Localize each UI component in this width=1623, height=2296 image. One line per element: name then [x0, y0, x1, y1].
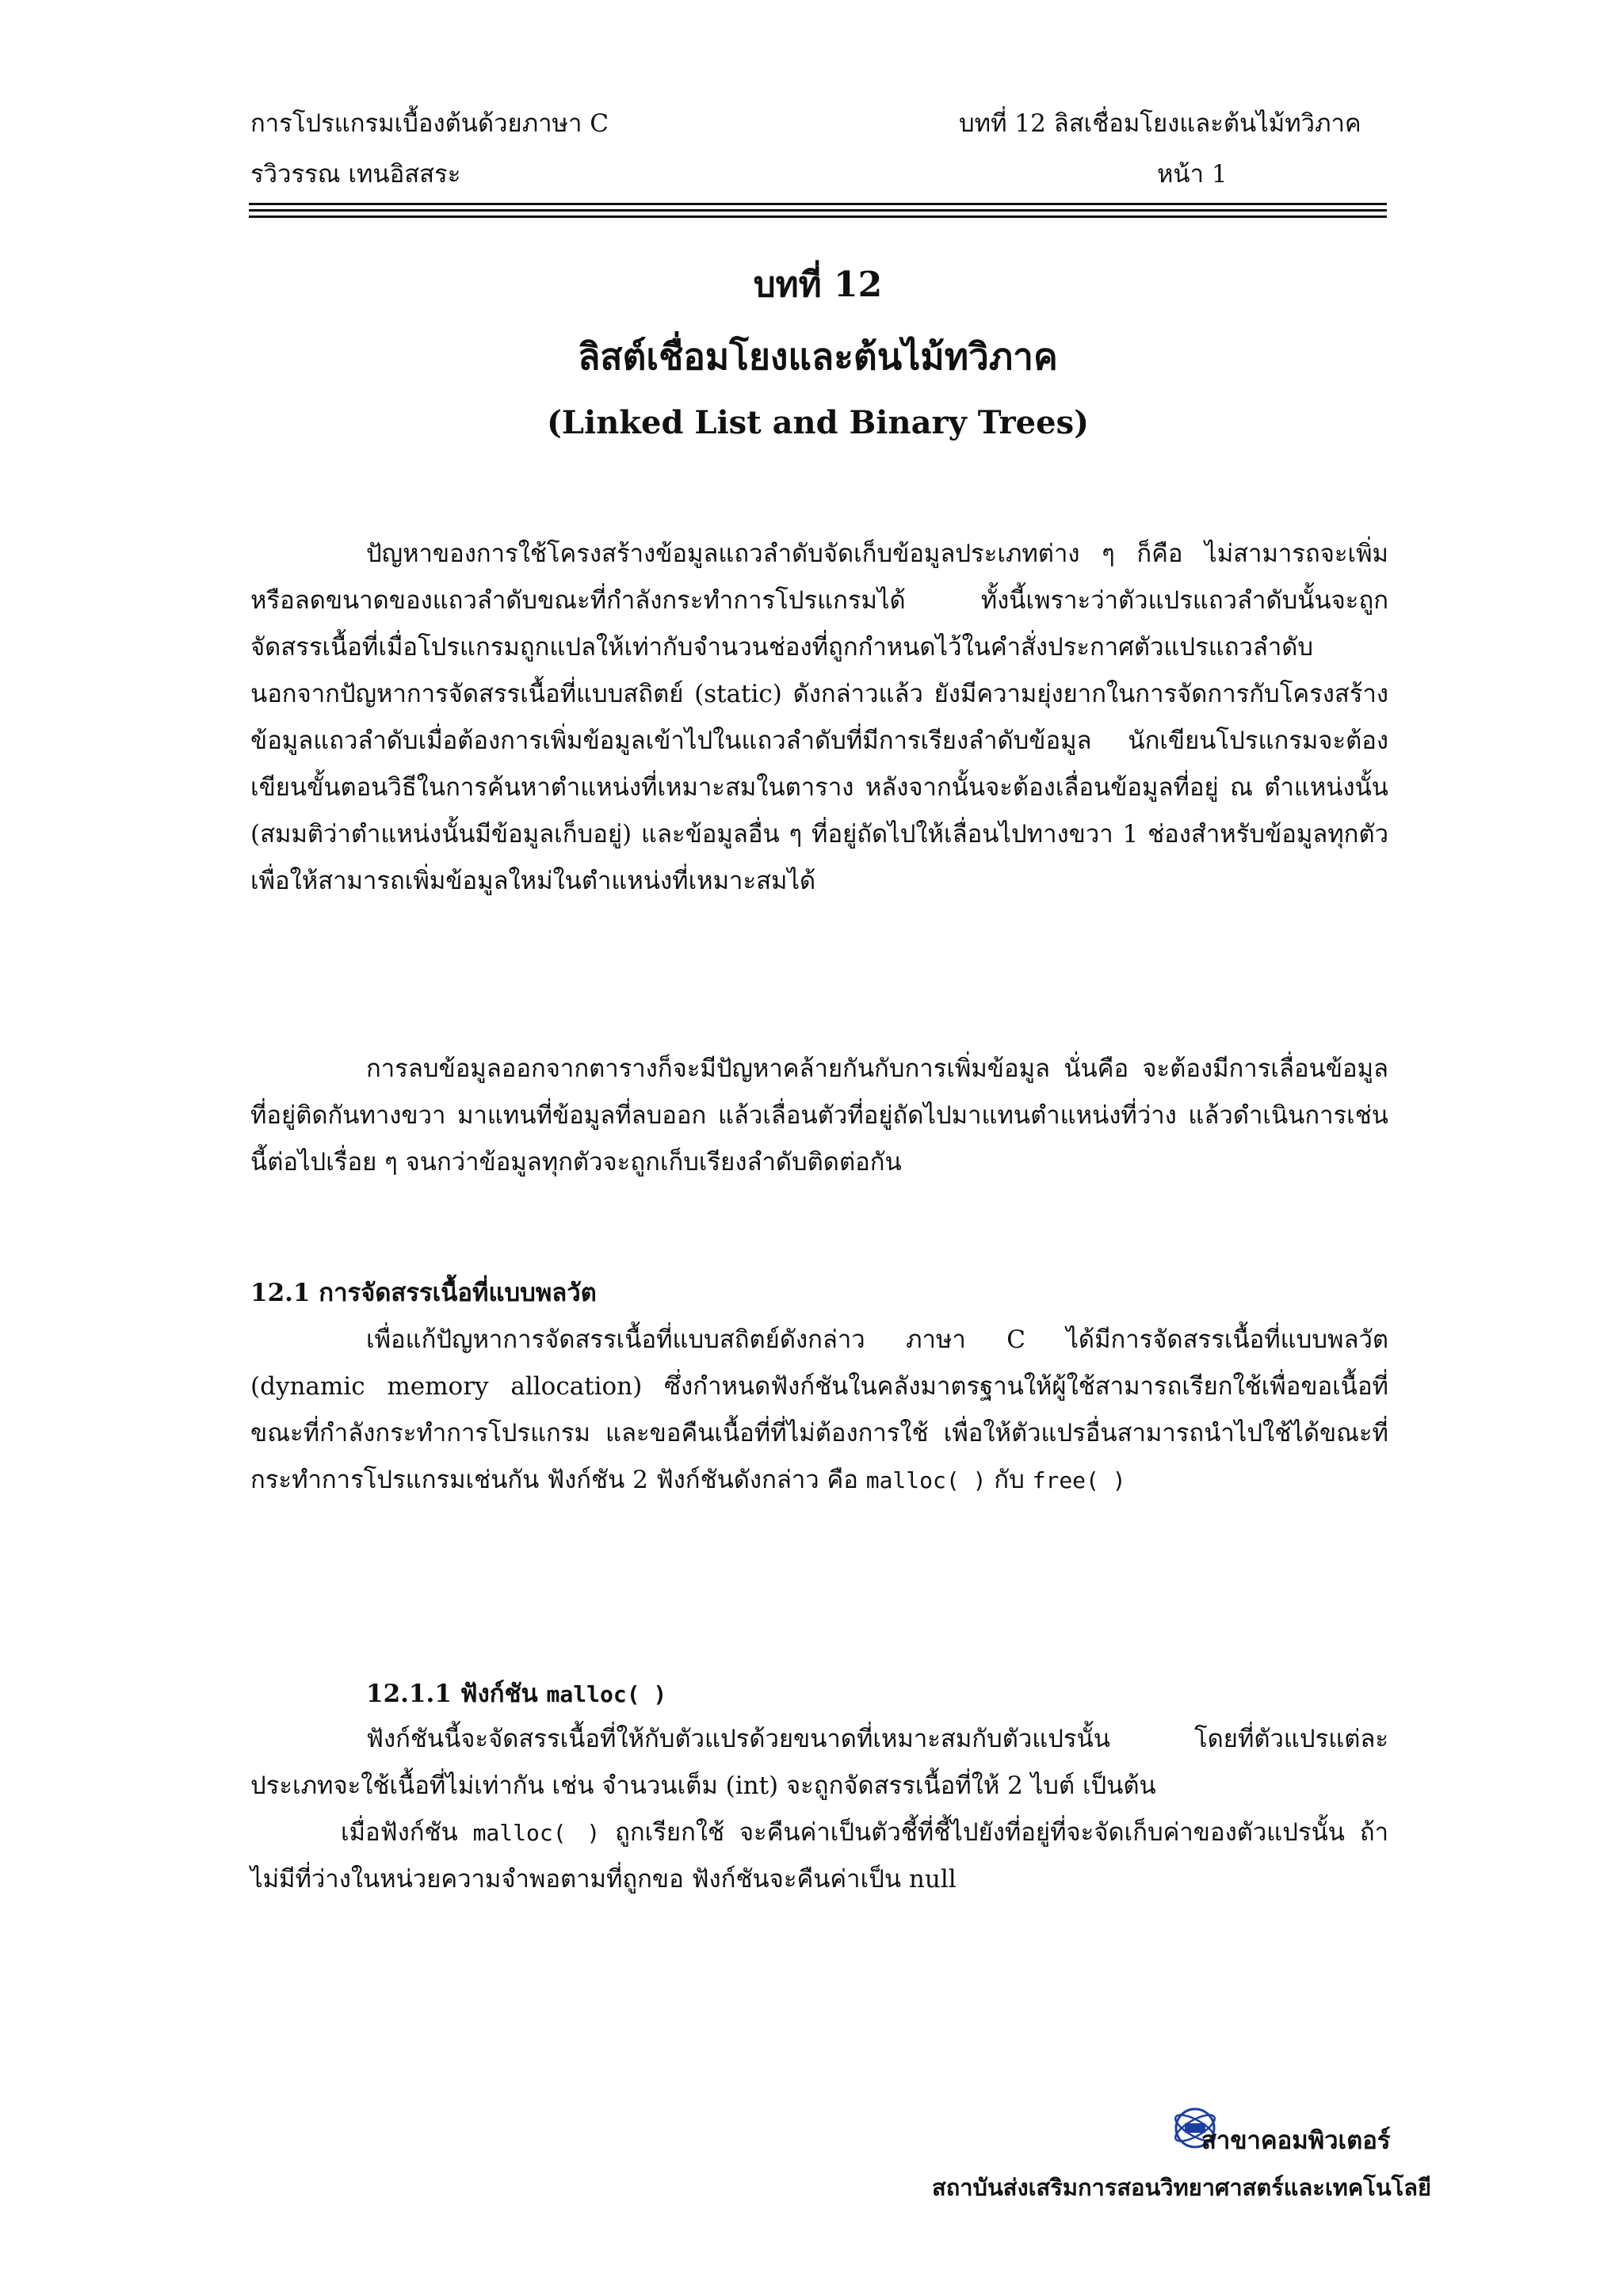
malloc-code-2: malloc( )	[472, 1820, 601, 1846]
header-chapter-ref: บทที่ 12 ลิสเชื่อมโยงและต้นไม้ทวิภาค	[959, 109, 1361, 138]
header-rule-top	[249, 203, 1387, 205]
header-rule-middle	[249, 209, 1387, 212]
header-book-title: การโปรแกรมเบื้องต้นด้วยภาษา C	[250, 109, 609, 138]
section-12-1-1-p1-text: ฟังก์ชันนี้จะจัดสรรเนื้อที่ให้กับตัวแปรด้วยขนาดที่เหมาะสมกับตัวแปรนั้น โดยที่ตัวแปรแต่ละประเภทจะใช้เนื้อที่ไม่เท่ากัน เช่น จำนวนเต็ม (int) จะถูกจัดสรรเนื้อที่ให้ 2 ไบต์ เป็นต้น	[250, 1725, 1388, 1800]
section-12-1-1-heading-fn: malloc( )	[546, 1681, 667, 1707]
intro-paragraph-1	[250, 531, 1388, 905]
section-12-1-1-paragraph-2	[250, 1810, 1388, 1903]
free-code: free( )	[1032, 1467, 1126, 1493]
section-12-1-1-heading-num: 12.1.1 ฟังก์ชัน	[366, 1680, 538, 1708]
header-rule-bottom	[249, 215, 1387, 218]
section-12-1-1-p2-a: เมื่อฟังก์ชัน	[341, 1818, 458, 1847]
header-page-number: หน้า 1	[1157, 160, 1228, 189]
intro-paragraph-2	[250, 1046, 1388, 1186]
section-12-1-text: เพื่อแก้ปัญหาการจัดสรรเนื้อที่แบบสถิตย์ดังกล่าว ภาษา C ได้มีการจัดสรรเนื้อที่แบบพลวัต (dynamic memory allocation) ซึ่งกำหนดฟังก์ชันในคลังมาตรฐานให้ผู้ใช้สามารถเรียกใช้เพื่อขอเนื้อที่ขณะที่กำลังกระทำการโปรแกรม และขอคืนเนื้อที่ที่ไม่ต้องการใช้ เพื่อให้ตัวแปรอื่นสามารถนำไปใช้ได้ขณะที่กระทำการโปรแกรมเช่นกัน ฟังก์ชัน 2 ฟังก์ชันดังกล่าว คือ	[250, 1325, 1388, 1494]
with-text: กับ	[994, 1466, 1025, 1494]
section-12-1-1-heading	[366, 1678, 666, 1711]
footer-department: สาขาคอมพิวเตอร์	[1201, 2126, 1391, 2155]
footer-institute: สถาบันส่งเสริมการสอนวิทยาศาสตร์และเทคโนโลยี	[932, 2174, 1431, 2201]
intro-paragraph-1-text: ปัญหาของการใช้โครงสร้างข้อมูลแถวลำดับจัดเก็บข้อมูลประเภทต่าง ๆ ก็คือ ไม่สามารถจะเพิ่มหรือลดขนาดของแถวลำดับขณะที่กำลังกระทำการโปรแกรมได้ ทั้งนี้เพราะว่าตัวแปรแถวลำดับนั้นจะถูกจัดสรรเนื้อที่เมื่อโปรแกรมถูกแปลให้เท่ากับจำนวนช่องที่ถูกกำหนดไว้ในคำสั่งประกาศตัวแปรแถวลำดับ นอกจากปัญหาการจัดสรรเนื้อที่แบบสถิตย์ (static) ดังกล่าวแล้ว ยังมีความยุ่งยากในการจัดการกับโครงสร้างข้อมูลแถวลำดับเมื่อต้องการเพิ่มข้อมูลเข้าไปในแถวลำดับที่มีการเรียงลำดับข้อมูล นักเขียนโปรแกรมจะต้องเขียนขั้นตอนวิธีในการค้นหาตำแหน่งที่เหมาะสมในตาราง หลังจากนั้นจะต้องเลื่อนข้อมูลที่อยู่ ณ ตำแหน่งนั้น (สมมติว่าตำแหน่งนั้นมีข้อมูลเก็บอยู่) และข้อมูลอื่น ๆ ที่อยู่ถัดไปให้เลื่อนไปทางขวา 1 ช่องสำหรับข้อมูลทุกตัว เพื่อให้สามารถเพิ่มข้อมูลใหม่ในตำแหน่งที่เหมาะสมได้	[250, 540, 1388, 895]
section-12-1-paragraph	[250, 1317, 1388, 1504]
chapter-number: บทที่ 12	[753, 265, 883, 305]
section-12-1-heading: 12.1 การจัดสรรเนื้อที่แบบพลวัต	[250, 1279, 597, 1307]
header-author: รวิวรรณ เทนอิสสระ	[250, 160, 461, 189]
section-12-1-1-p2-b: ถูกเรียกใช้ จะคืนค่าเป็นตัวชี้ที่ชี้ไปยังที่อยู่ที่จะจัดเก็บค่าของตัวแปรนั้น ถ้าไม่มีที่ว่างในหน่วยความจำพอตามที่ถูกขอ ฟังก์ชันจะคืนค่าเป็น null	[250, 1818, 1388, 1894]
chapter-title-english: (Linked List and Binary Trees)	[546, 404, 1090, 441]
chapter-title-thai: ลิสต์เชื่อมโยงและต้นไม้ทวิภาค	[578, 335, 1058, 378]
intro-paragraph-2-text: การลบข้อมูลออกจากตารางก็จะมีปัญหาคล้ายกันกับการเพิ่มข้อมูล นั่นคือ จะต้องมีการเลื่อนข้อมูลที่อยู่ติดกันทางขวา มาแทนที่ข้อมูลที่ลบออก แล้วเลื่อนตัวที่อยู่ถัดไปมาแทนตำแหน่งที่ว่าง แล้วดำเนินการเช่นนี้ต่อไปเรื่อย ๆ จนกว่าข้อมูลทุกตัวจะถูกเก็บเรียงลำดับติดต่อกัน	[250, 1055, 1388, 1177]
malloc-code: malloc( )	[865, 1467, 987, 1493]
section-12-1-1-paragraph-1	[250, 1716, 1388, 1810]
